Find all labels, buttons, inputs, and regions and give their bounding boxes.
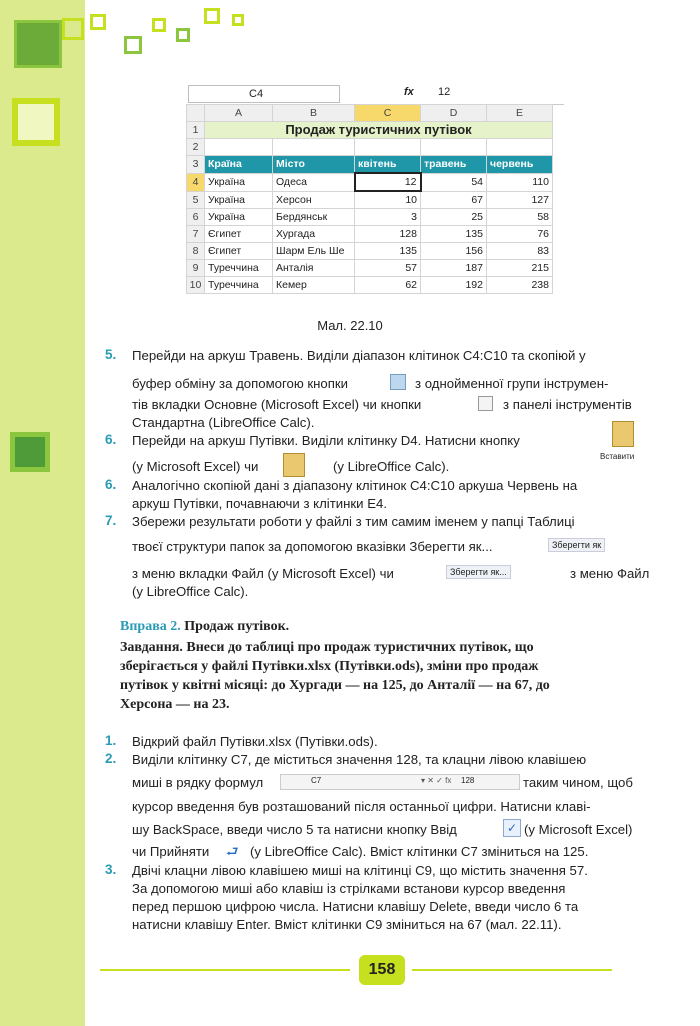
spreadsheet-figure xyxy=(186,82,564,300)
step-text: (у LibreOffice Calc). xyxy=(333,459,450,474)
step-text: натисни клавішу Enter. Вміст клітинки C9 зміниться на 67 (мал. 22.11). xyxy=(132,917,562,932)
col-header[interactable]: E xyxy=(487,105,553,122)
step-text: буфер обміну за допомогою кнопки xyxy=(132,376,349,391)
exercise-title: Вправа 2. Продаж путівок. xyxy=(120,619,290,634)
header-cell: квітень xyxy=(355,156,421,174)
step-text: твоєї структури папок за допомогою вказівки Зберегти як... xyxy=(132,539,493,554)
footer-line xyxy=(100,969,350,971)
accept-arrow-icon[interactable]: ⮐ xyxy=(226,843,239,859)
deco-square xyxy=(62,18,84,40)
deco-square xyxy=(14,20,62,68)
header-cell: травень xyxy=(421,156,487,174)
step-text: перед першою цифрою числа. Натисни клавішу Delete, введи число 6 та xyxy=(132,899,579,914)
formula-bar xyxy=(186,82,564,105)
paste-label: Вставити xyxy=(600,452,635,461)
col-header[interactable]: C xyxy=(355,105,421,122)
name-box-value: C4 xyxy=(249,88,264,100)
sheet-grid: A B C D E 1 Продаж туристичних путівок 2 3 Країна Місто квітень травень червень 4 Україна Одеса 12 54 110 5 Україна Херсон 10 67 127 6 Україна Бердянськ 3 25 58 7 Єгипет Хургада 128 135 76 8 Єгипет Шарм Ель Ше 135 156 83 9 Туреччина Анталія 57 187 215 10 Туреччина Кемер 62 192 238 xyxy=(186,104,553,294)
step-text: тів вкладки Основне (Microsoft Excel) чи кнопки xyxy=(132,397,422,412)
save-as-button-libre[interactable]: Зберегти як... xyxy=(446,565,511,579)
step-text: (у Microsoft Excel) xyxy=(524,822,633,837)
table-row: 4 Україна Одеса 12 54 110 xyxy=(187,173,553,191)
col-header[interactable]: B xyxy=(273,105,355,122)
table-row: 6 Україна Бердянськ 3 25 58 xyxy=(187,209,553,226)
step-text: Перейди на аркуш Путівки. Виділи клітинку D4. Натисни кнопку xyxy=(132,433,520,448)
step-text: чи Прийняти xyxy=(132,844,210,859)
step-text: Аналогічно скопіюй дані з діапазону клітинок C4:C10 аркуша Червень на xyxy=(132,478,578,493)
deco-square xyxy=(176,28,190,42)
paste-icon xyxy=(283,453,305,477)
header-cell: Країна xyxy=(205,156,273,174)
deco-square xyxy=(12,98,60,146)
deco-square xyxy=(152,18,166,32)
accept-icon: ▾ ✕ ✓ fx xyxy=(421,776,452,785)
table-row: 9 Туреччина Анталія 57 187 215 xyxy=(187,260,553,277)
page-number: 158 xyxy=(359,955,405,985)
table-row: 8 Єгипет Шарм Ель Ше 135 156 83 xyxy=(187,243,553,260)
step-text: курсор введення був розташований після останньої цифри. Натисни клаві- xyxy=(132,799,591,814)
figure-caption: Мал. 22.10 xyxy=(317,318,383,333)
step-number: 5. xyxy=(105,347,117,362)
step-text: з меню Файл xyxy=(570,566,650,581)
step-text: (у LibreOffice Calc). Вміст клітинки C7 зміниться на 125. xyxy=(250,844,589,859)
name-box[interactable] xyxy=(188,85,340,103)
step-text: з однойменної групи інструмен- xyxy=(415,376,609,391)
footer-line xyxy=(412,969,612,971)
step-text: Відкрий файл Путівки.xlsx (Путівки.ods). xyxy=(132,734,378,749)
step-text: таким чином, щоб xyxy=(523,775,633,790)
step-text: Двічі клацни лівою клавішею миші на клітинці C9, що містить значення 57. xyxy=(132,863,588,878)
step-number: 6. xyxy=(105,432,117,447)
step-text: (у LibreOffice Calc). xyxy=(132,584,249,599)
save-as-button[interactable]: Зберегти як xyxy=(548,538,605,552)
deco-square xyxy=(124,36,142,54)
step-text: з меню вкладки Файл (у Microsoft Excel) чи xyxy=(132,566,394,581)
step-text: аркуш Путівки, почавнаючи з клітинки E4. xyxy=(132,496,387,511)
step-number: 6. xyxy=(105,477,117,492)
table-row: 5 Україна Херсон 10 67 127 xyxy=(187,191,553,209)
deco-square xyxy=(232,14,244,26)
step-number: 3. xyxy=(105,862,117,877)
task-text: Завдання. Внеси до таблиці про продаж туристичних путівок, що зберігається у файлі Путівки.xlsx (Путівки.ods), зміни про продаж путівок у квітні місяці: до Хургади — на 125, до Анталії — на 67, до Херсона — на 23. xyxy=(120,640,550,712)
deco-square xyxy=(204,8,220,24)
col-header[interactable]: D xyxy=(421,105,487,122)
step-number: 1. xyxy=(105,733,117,748)
copy-icon xyxy=(390,374,406,390)
paste-icon xyxy=(612,421,634,447)
step-number: 2. xyxy=(105,751,117,766)
formula-value: 12 xyxy=(438,86,451,98)
header-cell: червень xyxy=(487,156,553,174)
fx-icon: fx xyxy=(404,86,414,98)
step-text: Збережи результати роботи у файлі з тим самим іменем у папці Таблиці xyxy=(132,514,575,529)
step-text: шу BackSpace, введи число 5 та натисни кнопку Ввід xyxy=(132,822,457,837)
header-cell: Місто xyxy=(273,156,355,174)
deco-square xyxy=(10,432,50,472)
sheet-title: Продаж туристичних путівок xyxy=(205,122,553,139)
step-text: Стандартна (LibreOffice Calc). xyxy=(132,415,315,430)
step-text: Перейди на аркуш Травень. Виділи діапазон клітинок C4:C10 та скопіюй у xyxy=(132,348,586,363)
copy-icon xyxy=(478,396,493,411)
step-text: За допомогою миші або клавіш із стрілками встанови курсор введення xyxy=(132,881,566,896)
step-text: Виділи клітинку C7, де міститься значення 128, та клацни лівою клавішею xyxy=(132,752,587,767)
table-row: 10 Туреччина Кемер 62 192 238 xyxy=(187,277,553,294)
step-text: миші в рядку формул xyxy=(132,775,264,790)
enter-check-icon[interactable]: ✓ xyxy=(503,819,521,837)
table-row: 7 Єгипет Хургада 128 135 76 xyxy=(187,226,553,243)
selected-cell[interactable]: 12 xyxy=(355,173,421,191)
formula-bar-inline[interactable]: C7 ▾ ✕ ✓ fx 128 xyxy=(280,774,520,790)
step-number: 7. xyxy=(105,513,117,528)
step-text: (у Microsoft Excel) чи xyxy=(132,459,259,474)
side-decoration xyxy=(0,0,85,1026)
col-header[interactable]: A xyxy=(205,105,273,122)
deco-square xyxy=(90,14,106,30)
step-text: з панелі інструментів xyxy=(503,397,632,412)
